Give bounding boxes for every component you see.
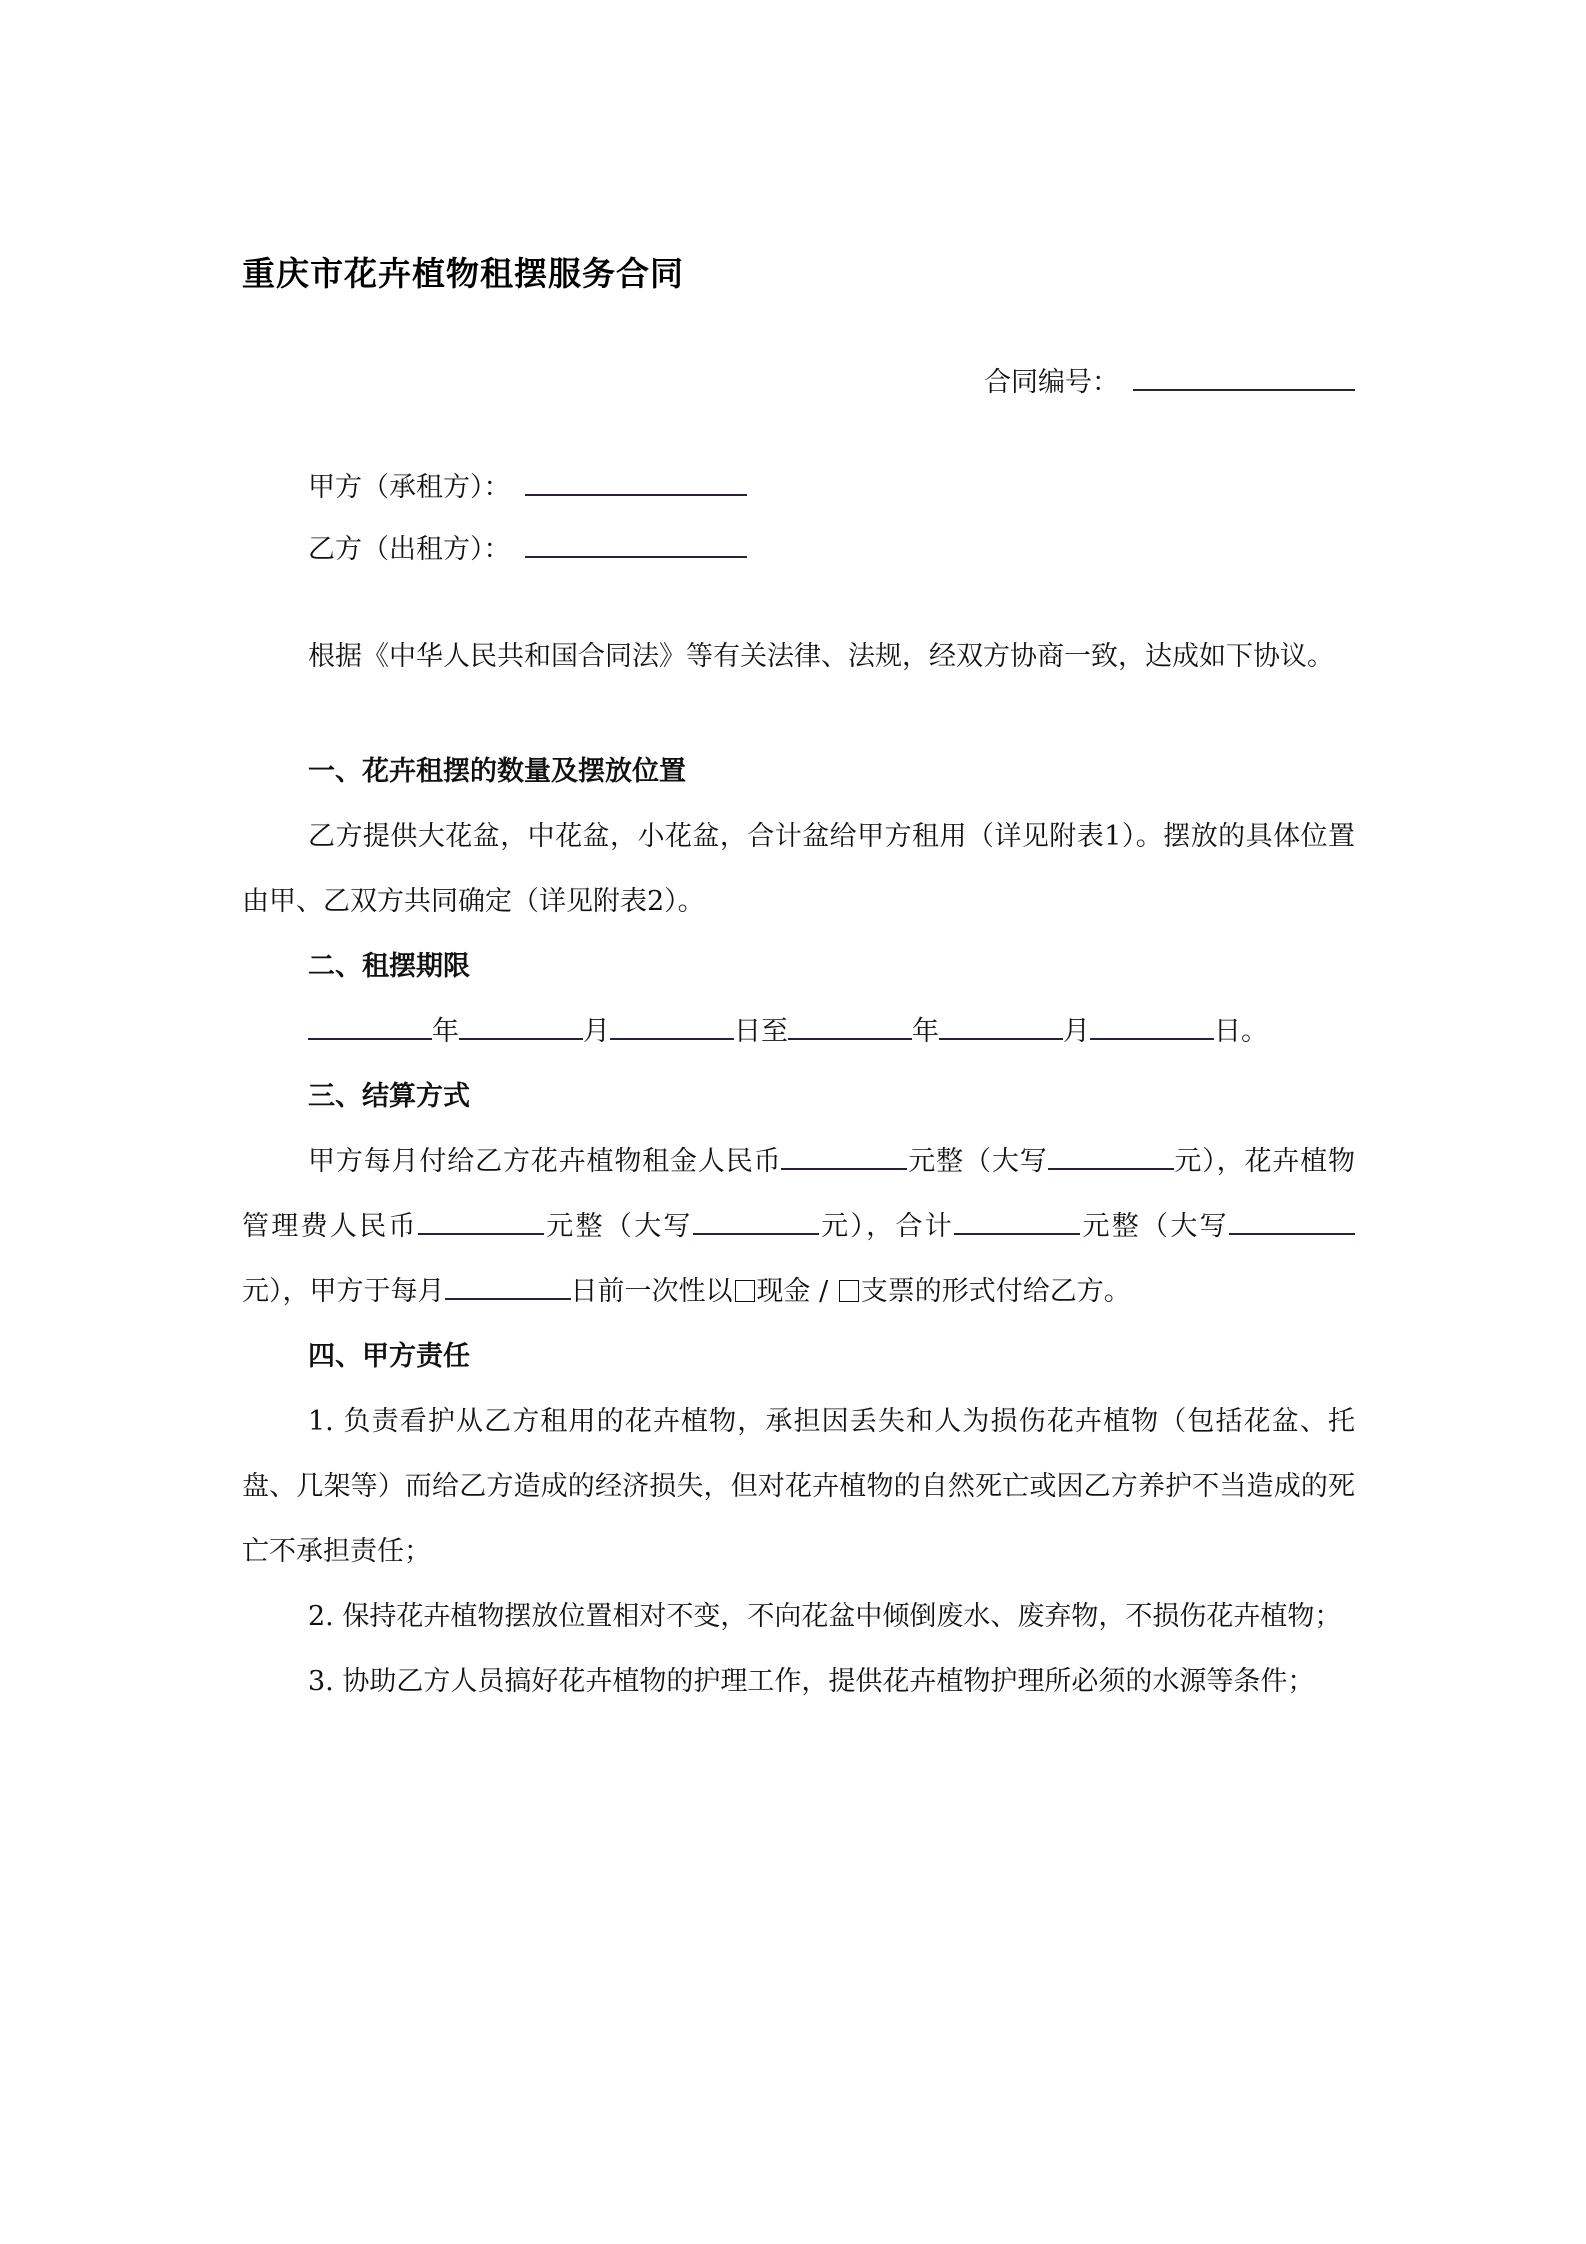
cash-label: 现金 / xyxy=(756,1276,837,1307)
end-day-label: 日。 xyxy=(1214,1016,1268,1047)
start-month-blank[interactable] xyxy=(459,1016,583,1040)
mgmt-fee-label: 元），花卉植物管理费人民币 xyxy=(242,1146,1356,1242)
month-label: 月 xyxy=(583,1016,610,1047)
party-a-duty-3: 3. 协助乙方人员搞好花卉植物的护理工作，提供花卉植物护理所必须的水源等条件； xyxy=(308,1666,1315,1697)
pay-day-blank[interactable] xyxy=(445,1276,571,1300)
mgmt-capital-blank[interactable] xyxy=(693,1211,819,1235)
total-amount-blank[interactable] xyxy=(954,1211,1080,1235)
rental-period-line xyxy=(242,999,1355,1064)
total-capital-label: 元整（大写 xyxy=(1080,1211,1229,1242)
total-label: 元），合计 xyxy=(818,1211,955,1242)
contract-number-field xyxy=(984,360,1355,399)
party-a-field xyxy=(308,465,747,504)
party-b-field xyxy=(308,527,747,566)
contract-number-blank[interactable] xyxy=(1133,388,1355,391)
section-2-heading: 二、租摆期限 xyxy=(308,951,470,982)
party-b-blank[interactable] xyxy=(525,555,747,558)
start-year-blank[interactable] xyxy=(308,1016,432,1040)
contract-number-label: 合同编号： xyxy=(984,367,1119,398)
mgmt-capital-label: 元整（大写 xyxy=(543,1211,693,1242)
mgmt-fee-blank[interactable] xyxy=(418,1211,544,1235)
start-day-blank[interactable] xyxy=(610,1016,734,1040)
end-month-blank[interactable] xyxy=(939,1016,1063,1040)
end-day-blank[interactable] xyxy=(1090,1016,1214,1040)
rent-amount-blank[interactable] xyxy=(781,1146,907,1170)
party-a-duty-2: 2. 保持花卉植物摆放位置相对不变，不向花盆中倾倒废水、废弃物，不损伤花卉植物； xyxy=(308,1601,1342,1632)
payment-method-label: 日前一次性以 xyxy=(570,1276,733,1307)
party-a-duty-1: 1. 负责看护从乙方租用的花卉植物，承担因丢失和人为损伤花卉植物（包括花盆、托盘、几架等）而给乙方造成的经济损失，但对花卉植物的自然死亡或因乙方养护不当造成的死亡不承担责任； xyxy=(242,1406,1355,1567)
cheque-checkbox[interactable] xyxy=(839,1280,859,1302)
cash-checkbox[interactable] xyxy=(735,1280,755,1302)
party-a-label: 甲方（承租方）： xyxy=(308,472,511,503)
end-year-blank[interactable] xyxy=(788,1016,912,1040)
section-1-heading: 一、花卉租摆的数量及摆放位置 xyxy=(308,756,686,787)
contract-body xyxy=(242,624,1355,1714)
rent-capital-label: 元整（大写 xyxy=(907,1146,1048,1177)
rent-capital-blank[interactable] xyxy=(1048,1146,1174,1170)
year-label: 年 xyxy=(432,1016,459,1047)
section-3-heading: 三、结算方式 xyxy=(308,1081,470,1112)
total-capital-blank[interactable] xyxy=(1229,1211,1355,1235)
end-month-label: 月 xyxy=(1063,1016,1090,1047)
section-4-heading: 四、甲方责任 xyxy=(308,1341,470,1372)
party-b-label: 乙方（出租方）： xyxy=(308,534,511,565)
settlement-paragraph xyxy=(242,1129,1355,1324)
cheque-label: 支票的形式付给乙方。 xyxy=(860,1276,1131,1307)
party-a-blank[interactable] xyxy=(525,493,747,496)
document-title: 重庆市花卉植物租摆服务合同 xyxy=(242,254,684,293)
section-1-text: 乙方提供大花盆，中花盆，小花盆，合计盆给甲方租用（详见附表1）。摆放的具体位置由甲、乙双方共同确定（详见附表2）。 xyxy=(242,821,1355,917)
end-year-label: 年 xyxy=(912,1016,939,1047)
rent-label: 甲方每月付给乙方花卉植物租金人民币 xyxy=(308,1146,782,1177)
day-to-label: 日至 xyxy=(734,1016,788,1047)
pay-day-label: 元），甲方于每月 xyxy=(242,1276,445,1307)
preamble: 根据《中华人民共和国合同法》等有关法律、法规，经双方协商一致，达成如下协议。 xyxy=(308,641,1334,672)
